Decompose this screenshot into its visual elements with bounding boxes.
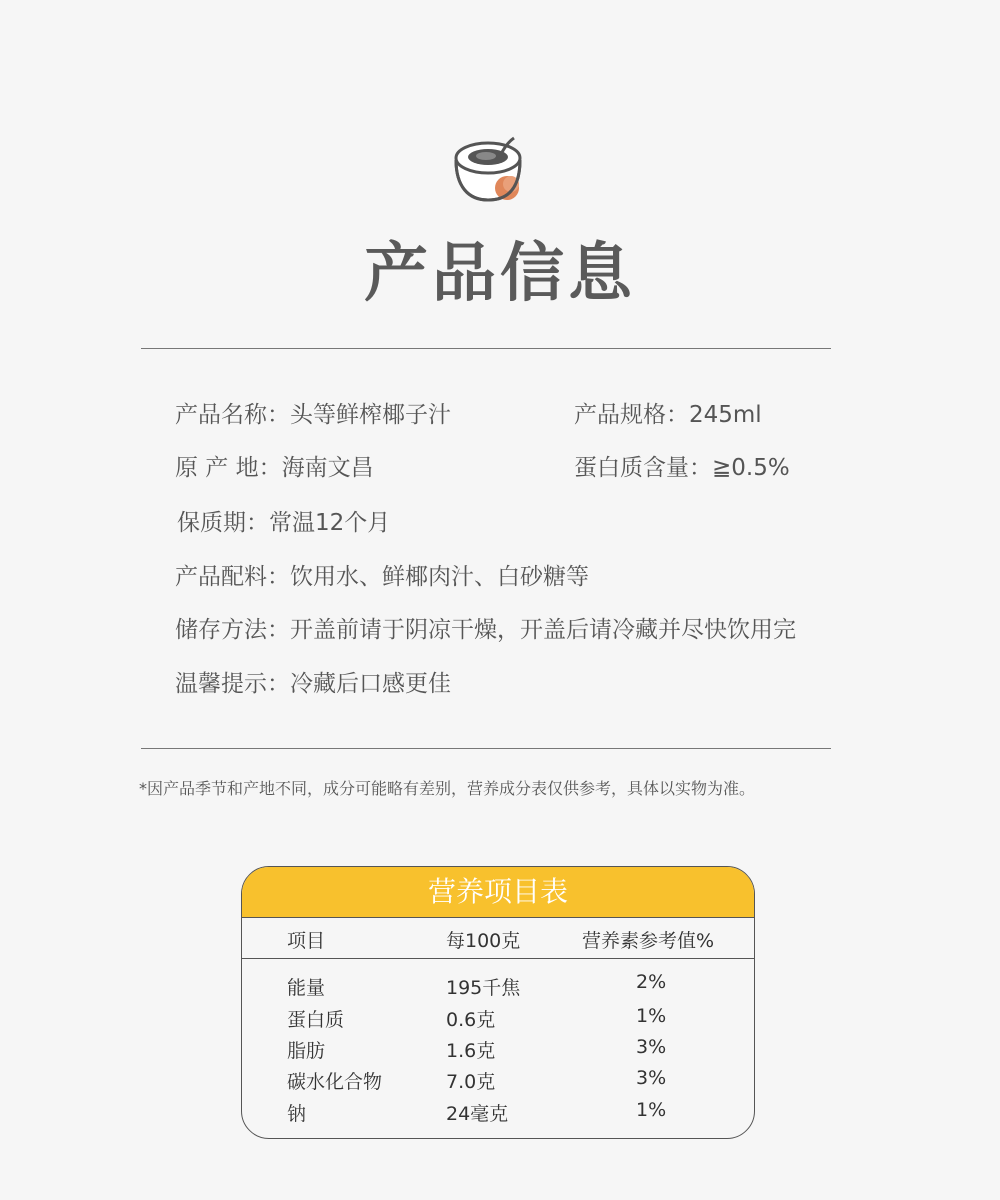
- nutrition-table-title: 营养项目表: [242, 867, 754, 918]
- origin: 原 产 地：海南文昌: [175, 455, 374, 481]
- row-item: 脂肪: [287, 1040, 326, 1062]
- row-nrv: 1%: [636, 1005, 667, 1027]
- coconut-icon: [448, 134, 528, 206]
- nutrition-body: [242, 959, 754, 1139]
- table-row: [242, 973, 755, 1003]
- row-nrv: 3%: [636, 1067, 667, 1089]
- header-nrv: 营养素参考值%: [582, 930, 715, 952]
- header-item: 项目: [287, 930, 326, 952]
- page-title: 产品信息: [364, 237, 636, 311]
- shelf-life: 保质期：常温12个月: [177, 510, 391, 536]
- divider-top: [141, 348, 831, 349]
- row-item: 钠: [287, 1103, 307, 1125]
- row-nrv: 2%: [636, 971, 667, 993]
- protein-content: 蛋白质含量：≧0.5%: [574, 455, 790, 481]
- storage-method: 储存方法：开盖前请于阴凉干燥，开盖后请冷藏并尽快饮用完: [175, 617, 796, 643]
- row-amount: 0.6克: [446, 1009, 496, 1031]
- disclaimer-note: *因产品季节和产地不同，成分可能略有差别，营养成分表仅供参考，具体以实物为准。: [139, 779, 756, 798]
- table-row: [242, 1067, 755, 1097]
- row-item: 蛋白质: [287, 1009, 345, 1031]
- product-spec: 产品规格：245ml: [574, 402, 762, 428]
- row-amount: 24毫克: [446, 1103, 509, 1125]
- row-amount: 195千焦: [446, 977, 521, 999]
- warm-tip: 温馨提示：冷藏后口感更佳: [175, 671, 451, 697]
- nutrition-table: [241, 866, 755, 1139]
- product-name: 产品名称：头等鲜榨椰子汁: [175, 402, 451, 428]
- ingredients: 产品配料：饮用水、鲜椰肉汁、白砂糖等: [175, 564, 589, 590]
- row-amount: 1.6克: [446, 1040, 496, 1062]
- nutrition-header-row: [242, 918, 754, 959]
- divider-bottom: [141, 748, 831, 749]
- row-item: 碳水化合物: [287, 1071, 383, 1093]
- row-nrv: 3%: [636, 1036, 667, 1058]
- table-row: [242, 1099, 755, 1129]
- header-per-100g: 每100克: [446, 930, 521, 952]
- row-item: 能量: [287, 977, 326, 999]
- table-row: [242, 1005, 755, 1035]
- table-row: [242, 1036, 755, 1066]
- row-amount: 7.0克: [446, 1071, 496, 1093]
- row-nrv: 1%: [636, 1099, 667, 1121]
